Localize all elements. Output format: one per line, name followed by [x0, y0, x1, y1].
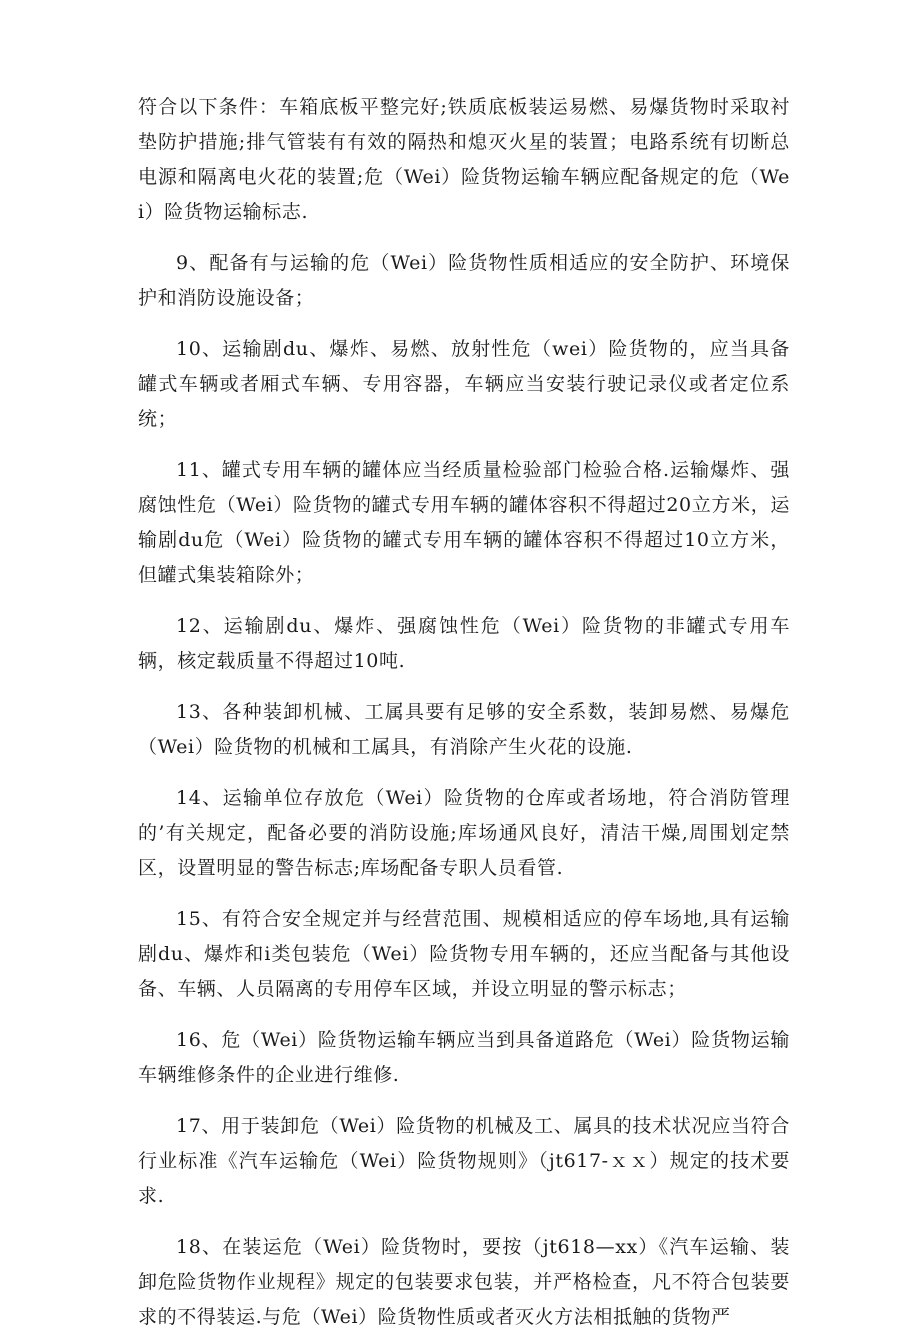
paragraph-item-12: 12、运输剧du、爆炸、强腐蚀性危（Wei）险货物的非罐式专用车辆，核定载质量不得超过10吨.	[138, 615, 790, 672]
paragraph-item-14: 14、运输单位存放危（Wei）险货物的仓库或者场地，符合消防管理的’有关规定，配备必要的消防设施;库场通风良好，清洁干燥,周围划定禁区，设置明显的警告标志;库场配备专职人员看管.	[138, 787, 790, 879]
paragraph-intro: 符合以下条件：车箱底板平整完好;铁质底板装运易燃、易爆货物时采取衬垫防护措施;排气管装有有效的隔热和熄灭火星的装置；电路系统有切断总电源和隔离电火花的装置;危（Wei）险货物运输车辆应配备规定的危（Wei）险货物运输标志.	[138, 96, 790, 223]
paragraph-item-9: 9、配备有与运输的危（Wei）险货物性质相适应的安全防护、环境保护和消防设施设备；	[138, 252, 790, 309]
paragraph-item-11: 11、罐式专用车辆的罐体应当经质量检验部门检验合格.运输爆炸、强腐蚀性危（Wei）险货物的罐式专用车辆的罐体容积不得超过20立方米，运输剧du危（Wei）险货物的罐式专用车辆的罐体容积不得超过10立方米，但罐式集装箱除外；	[138, 459, 790, 586]
paragraph-item-13: 13、各种装卸机械、工属具要有足够的安全系数，装卸易燃、易爆危（Wei）险货物的机械和工属具，有消除产生火花的设施.	[138, 701, 790, 758]
paragraph-item-15: 15、有符合安全规定并与经营范围、规模相适应的停车场地,具有运输剧du、爆炸和i类包装危（Wei）险货物专用车辆的，还应当配备与其他设备、车辆、人员隔离的专用停车区域，并设立明显的警示标志；	[138, 908, 790, 1000]
paragraph-item-16: 16、危（Wei）险货物运输车辆应当到具备道路危（Wei）险货物运输车辆维修条件的企业进行维修.	[138, 1029, 790, 1086]
paragraph-item-17: 17、用于装卸危（Wei）险货物的机械及工、属具的技术状况应当符合行业标准《汽车运输危（Wei）险货物规则》（jt617-ｘｘ）规定的技术要求.	[138, 1115, 790, 1207]
paragraph-item-10: 10、运输剧du、爆炸、易燃、放射性危（wei）险货物的，应当具备罐式车辆或者厢式车辆、专用容器，车辆应当安装行驶记录仪或者定位系统；	[138, 338, 790, 430]
paragraph-item-18: 18、在装运危（Wei）险货物时，要按（jt618—xx）《汽车运输、装卸危险货物作业规程》规定的包装要求包装，并严格检查，凡不符合包装要求的不得装运.与危（Wei）险货物性质或者灭火方法相抵触的货物严	[138, 1236, 790, 1328]
